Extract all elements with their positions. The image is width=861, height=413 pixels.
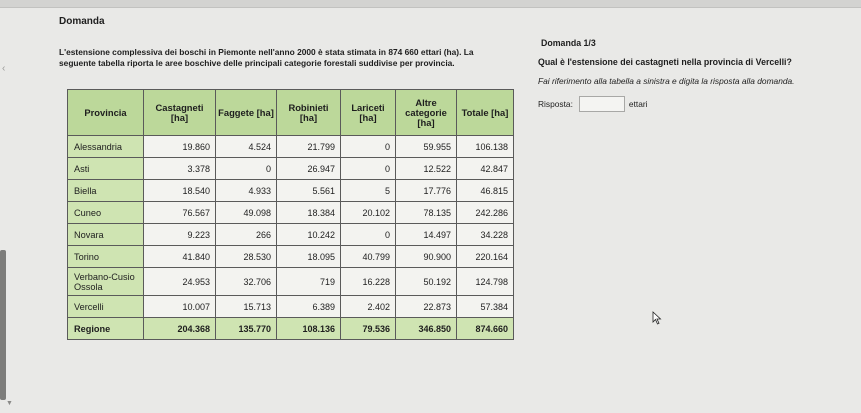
cell-value: 59.955 [396,136,457,158]
page-title: Domanda [59,16,105,27]
cell-value: 20.102 [341,202,396,224]
cell-value: 19.860 [144,136,216,158]
cell-value: 9.223 [144,224,216,246]
intro-line-2: seguente tabella riporta le aree boschive delle principali categorie forestali suddivise per provincia. [59,58,455,68]
cell-provincia: Cuneo [68,202,144,224]
cell-value: 32.706 [216,268,277,296]
table-header-row [68,90,514,136]
header-provincia: Provincia [68,90,144,136]
cell-value: 40.799 [341,246,396,268]
cell-value: 18.540 [144,180,216,202]
table-row [68,202,514,224]
header-lariceti: Lariceti [ha] [341,90,396,136]
table-row [68,180,514,202]
answer-unit: ettari [628,99,648,109]
cell-value: 5 [341,180,396,202]
question-number: Domanda 1/3 [541,38,596,48]
cell-value: 76.567 [144,202,216,224]
cell-value: 18.095 [277,246,341,268]
cell-value: 90.900 [396,246,457,268]
cell-value: 106.138 [457,136,514,158]
cell-value: 2.402 [341,296,396,318]
cell-value: 5.561 [277,180,341,202]
header-castagneti: Castagneti [ha] [144,90,216,136]
mouse-cursor-icon [652,311,662,325]
cell-value: 0 [341,224,396,246]
cell-value: 42.847 [457,158,514,180]
forest-area-table [67,89,514,340]
cell-value: 14.497 [396,224,457,246]
answer-row [538,96,648,112]
cell-value: 6.389 [277,296,341,318]
cell-provincia: Torino [68,246,144,268]
cell-value: 16.228 [341,268,396,296]
cell-value: 0 [341,136,396,158]
cell-provincia: Novara [68,224,144,246]
header-faggete: Faggete [ha] [216,90,277,136]
caret-down-icon[interactable]: ▼ [6,400,13,407]
chevron-left-icon[interactable]: ‹ [2,63,6,74]
cell-value: 46.815 [457,180,514,202]
cell-total: 108.136 [277,318,341,340]
cell-value: 3.378 [144,158,216,180]
answer-input[interactable] [579,96,625,112]
cell-value: 266 [216,224,277,246]
intro-text [59,47,519,69]
cell-value: 18.384 [277,202,341,224]
header-altre-categorie: Altre categorie [ha] [396,90,457,136]
intro-line-1: L'estensione complessiva dei boschi in Piemonte nell'anno 2000 è stata stimata in 874 660 ettari (ha). La [59,47,474,57]
cell-total: 346.850 [396,318,457,340]
cell-provincia: Alessandria [68,136,144,158]
cell-value: 220.164 [457,246,514,268]
cell-provincia: Biella [68,180,144,202]
cell-value: 0 [216,158,277,180]
cell-value: 24.953 [144,268,216,296]
cell-value: 12.522 [396,158,457,180]
cell-value: 50.192 [396,268,457,296]
answer-label: Risposta: [538,99,573,109]
cell-value: 15.713 [216,296,277,318]
cell-regione: Regione [68,318,144,340]
table-total-row [68,318,514,340]
side-scrollbar[interactable] [0,250,6,400]
cell-value: 17.776 [396,180,457,202]
cell-provincia: Vercelli [68,296,144,318]
cell-value: 10.242 [277,224,341,246]
cell-value: 41.840 [144,246,216,268]
cell-total: 874.660 [457,318,514,340]
table-row [68,136,514,158]
cell-value: 22.873 [396,296,457,318]
cell-provincia: Asti [68,158,144,180]
cell-value: 719 [277,268,341,296]
cell-value: 57.384 [457,296,514,318]
cell-value: 10.007 [144,296,216,318]
table-row [68,158,514,180]
cell-value: 21.799 [277,136,341,158]
cell-value: 26.947 [277,158,341,180]
cell-value: 28.530 [216,246,277,268]
question-instruction: Fai riferimento alla tabella a sinistra e digita la risposta alla domanda. [538,76,795,86]
cell-value: 0 [341,158,396,180]
cell-value: 124.798 [457,268,514,296]
cell-value: 34.228 [457,224,514,246]
cell-provincia: Verbano-Cusio Ossola [68,268,144,296]
question-text: Qual è l'estensione dei castagneti nella provincia di Vercelli? [538,57,792,67]
header-robinieti: Robinieti [ha] [277,90,341,136]
table-row [68,296,514,318]
top-bar [0,0,861,8]
cell-value: 49.098 [216,202,277,224]
cell-value: 78.135 [396,202,457,224]
cell-total: 135.770 [216,318,277,340]
header-totale: Totale [ha] [457,90,514,136]
cell-total: 79.536 [341,318,396,340]
cell-value: 242.286 [457,202,514,224]
table-row [68,246,514,268]
table-row [68,268,514,296]
cell-value: 4.933 [216,180,277,202]
cell-total: 204.368 [144,318,216,340]
table-row [68,224,514,246]
cell-value: 4.524 [216,136,277,158]
